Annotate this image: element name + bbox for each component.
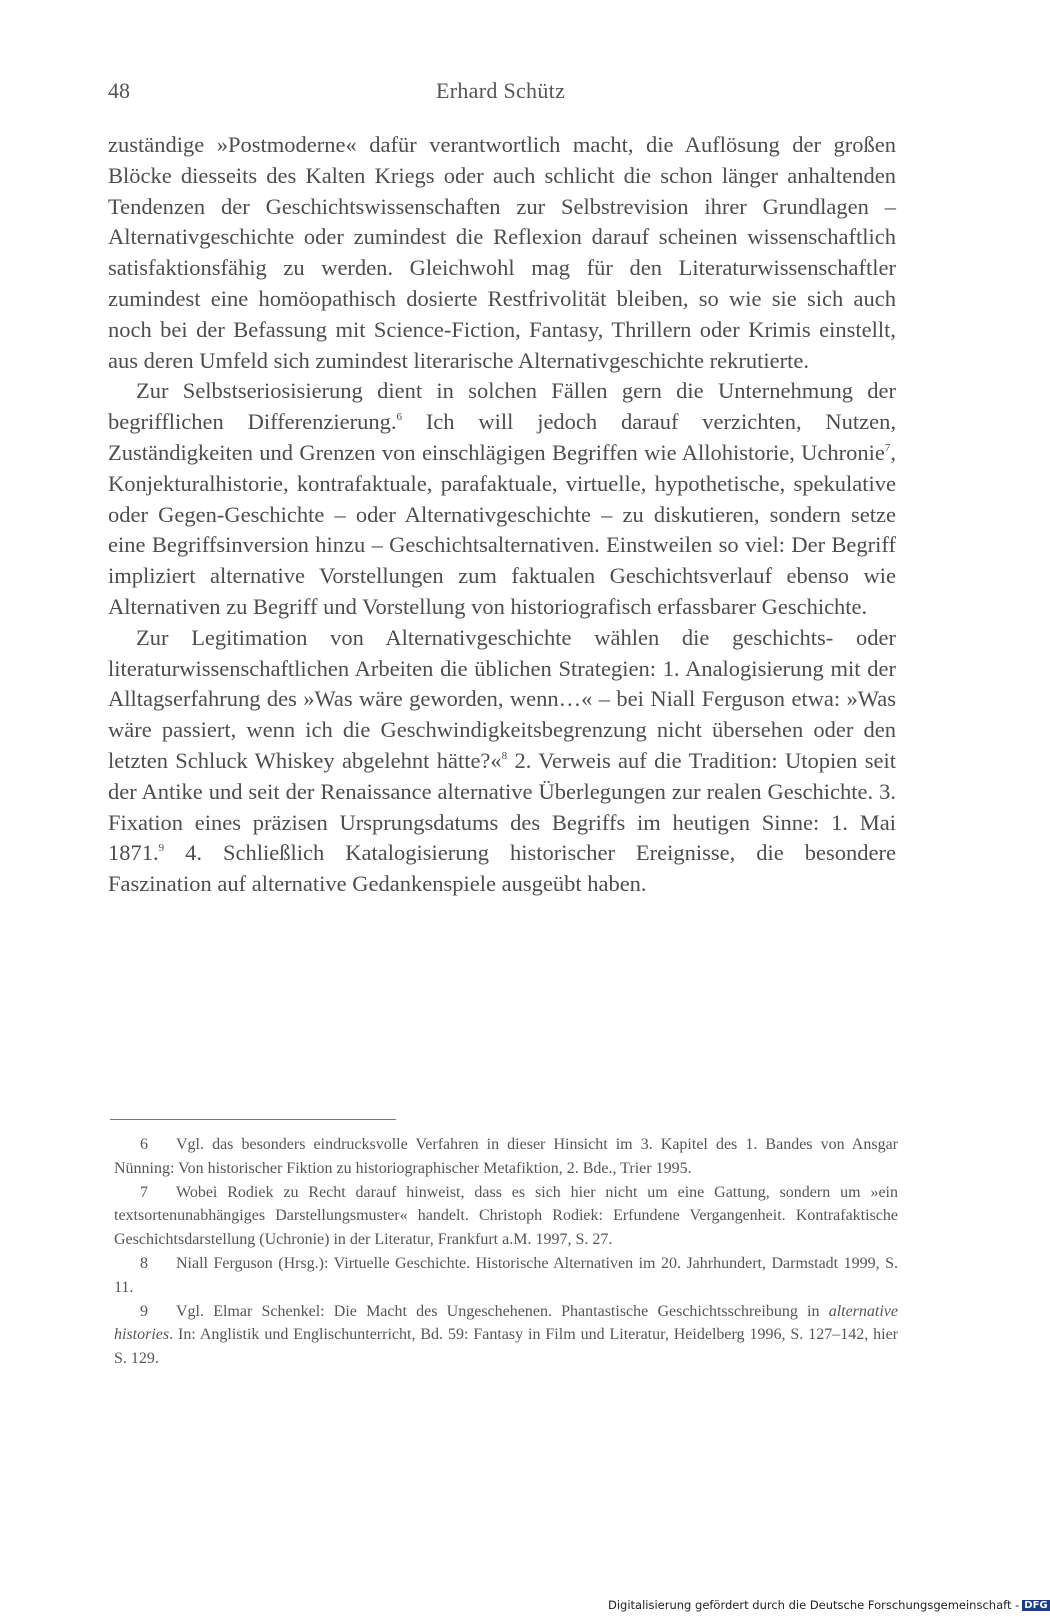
paragraph-3-text-b: 2. Verweis auf die Tradition: Utopien seit der Antike und seit der Renaissance alternative Überlegungen zur realen Geschichte. 3. Fixation eines präzisen Ursprungsdatums des Begriffs im heutigen Sinne: 1. Mai 1871. bbox=[108, 747, 896, 866]
page-header bbox=[108, 78, 896, 108]
footnote-text-italic: alternative histories bbox=[114, 1302, 898, 1344]
running-head-author: Erhard Schütz bbox=[436, 78, 566, 103]
footnote-number: 6 bbox=[140, 1136, 148, 1153]
footer-text: Digitalisierung gefördert durch die Deutsche Forschungsgemeinschaft - bbox=[608, 1598, 1020, 1612]
digitization-footer bbox=[608, 1598, 1050, 1612]
paragraph-3-text-c: 4. Schließlich Katalogisierung historischer Ereignisse, die besondere Faszination auf alternative Gedankenspiele ausgeübt haben. bbox=[108, 840, 896, 897]
footnote-ref-7[interactable]: 7 bbox=[884, 441, 891, 454]
page-number: 48 bbox=[108, 78, 130, 103]
main-text bbox=[108, 130, 896, 900]
paragraph-1: zuständige »Postmoderne« dafür verantwortlich macht, die Auflösung der großen Blöcke diesseits des Kalten Kriegs oder auch schlicht die schon länger anhaltenden Tendenzen der Geschichtswissenschaften zur Selbstrevision ihrer Grundlagen – Alternativgeschichte oder zumindest die Reflexion darauf scheinen wissenschaftlich satisfaktionsfähig zu werden. Gleichwohl mag für den Literaturwissenschaftler zumindest eine homöopathisch dosierte Restfrivolität bleiben, so wie sie sich auch noch bei der Befassung mit Science-Fiction, Fantasy, Thrillern oder Krimis einstellt, aus deren Umfeld sich zumindest literarische Alternativgeschichte rekrutierte. bbox=[108, 132, 896, 373]
footnote-separator bbox=[110, 1119, 396, 1120]
footnote-9 bbox=[114, 1300, 898, 1371]
paragraph-3 bbox=[108, 623, 896, 900]
paragraph-3-text-a: Zur Legitimation von Alternativgeschichte wählen die geschichts- oder literaturwissenschaftlichen Arbeiten die üblichen Strategien: 1. Analogisierung mit der Alltagserfahrung des »Was wäre geworden, wenn…« – bei Niall Ferguson etwa: »Was wäre passiert, wenn ich die Geschwindigkeitsbegrenzung nicht übersehen oder den letzten Schluck Whiskey abgelehnt hätte?« bbox=[108, 624, 896, 773]
footnote-text: Vgl. das besonders eindrucksvolle Verfahren in dieser Hinsicht im 3. Kapitel des 1. Bandes von Ansgar Nünning: Von historischer Fiktion zu historiographischer Metafiktion, 2. Bde., Trier 1995. bbox=[114, 1136, 898, 1177]
footnote-ref-9[interactable]: 9 bbox=[158, 842, 165, 855]
footnote-number: 8 bbox=[140, 1254, 148, 1272]
paragraph-2-text-c: , Konjekturalhistorie, kontrafaktuale, parafaktuale, virtuelle, hypothetische, spekulative oder Gegen-Geschichte – oder Alternativgeschichte – zu diskutieren, sondern setze eine Begriffsinversion hinzu – Geschichtsalternativen. Einstweilen so viel: Der Begriff impliziert alternative Vorstellungen zum faktualen Geschichtsverlauf ebenso wie Alternativen zu Begriff und Vorstellung von historiografisch erfassbarer Geschichte. bbox=[108, 439, 896, 619]
footnote-text: Wobei Rodiek zu Recht darauf hinweist, dass es sich hier nicht um eine Gattung, sondern um »ein textsortenunabhängiges Darstellungsmuster« handelt. Christoph Rodiek: Erfundene Vergangenheit. Kontrafaktische Geschichtsdarstellung (Uchronie) in der Literatur, Frankfurt a.M. 1997, S. 27. bbox=[114, 1183, 898, 1248]
footnote-ref-8[interactable]: 8 bbox=[501, 749, 508, 762]
dfg-logo: DFG bbox=[1024, 1600, 1048, 1611]
footnote-number: 7 bbox=[140, 1183, 148, 1201]
paragraph-2-text-b: Ich will jedoch darauf verzichten, Nutzen, Zuständigkeiten und Grenzen von einschlägigen Begriffen wie Allohistorie, Uchronie bbox=[108, 409, 896, 465]
footnote-text: Niall Ferguson (Hrsg.): Virtuelle Geschichte. Historische Alternativen im 20. Jahrhundert, Darmstadt 1999, S. 11. bbox=[114, 1254, 898, 1296]
footnote-7 bbox=[114, 1181, 898, 1252]
footnote-text-a: Vgl. Elmar Schenkel: Die Macht des Ungeschehenen. Phantastische Geschichtsschreibung in bbox=[176, 1302, 829, 1320]
footnote-8 bbox=[114, 1252, 898, 1299]
footnote-number: 9 bbox=[140, 1302, 148, 1320]
footnote-6 bbox=[114, 1133, 898, 1180]
footnote-text-b: . In: Anglistik und Englischunterricht, Bd. 59: Fantasy in Film und Literatur, Heidelberg 1996, S. 127–142, hier S. 129. bbox=[114, 1326, 898, 1367]
paragraph-2-text-a: Zur Selbstseriosisierung dient in solchen Fällen gern die Unternehmung der begrifflichen Differenzierung. bbox=[108, 378, 896, 435]
footnote-ref-6[interactable]: 6 bbox=[396, 411, 402, 424]
footnotes bbox=[114, 1133, 898, 1371]
paragraph-2 bbox=[108, 376, 896, 622]
